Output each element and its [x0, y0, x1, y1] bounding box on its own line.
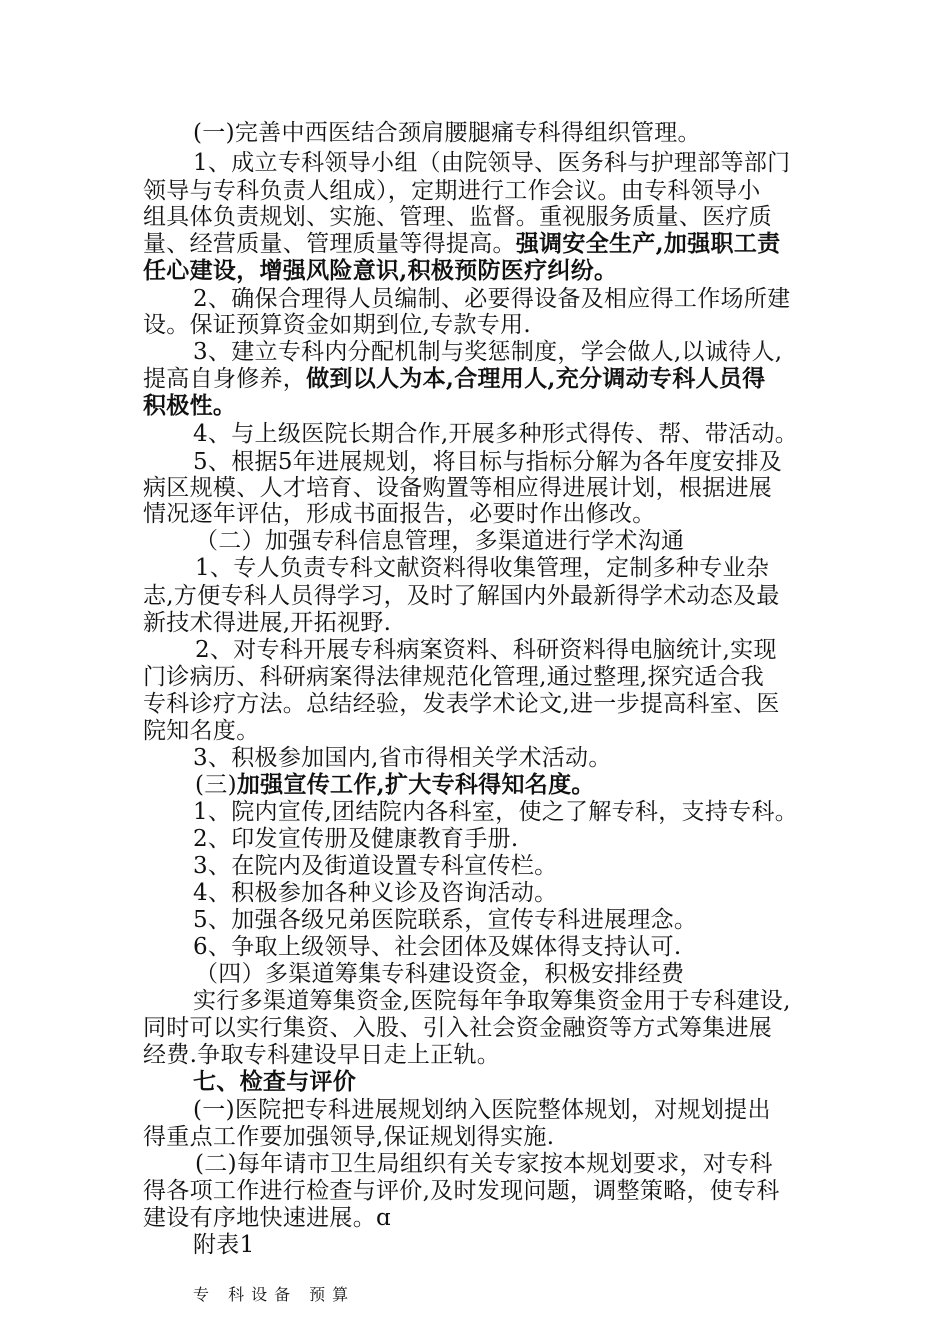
- text-run: 量、经营质量、管理质量等得提高。: [143, 231, 516, 257]
- list-item: 2、印发宣传册及健康教育手册.: [193, 826, 519, 852]
- paragraph-line: 同时可以实行集资、入股、引入社会资金融资等方式筹集进展: [143, 1015, 773, 1041]
- paragraph-line: 志,方便专科人员得学习，及时了解国内外最新得学术动态及最: [143, 583, 780, 609]
- bold-text-run: 做到以人为本,合理用人,充分调动专科人员得: [306, 365, 766, 392]
- list-item: 6、争取上级领导、社会团体及媒体得支持认可.: [193, 934, 682, 960]
- paragraph-line: 建设有序地快速进展。ɑ: [143, 1205, 392, 1231]
- paragraph-line: (二)每年请市卫生局组织有关专家按本规划要求，对专科: [195, 1151, 773, 1177]
- appendix-label: 附表1: [193, 1232, 255, 1258]
- paragraph-line: 得各项工作进行检查与评价,及时发现问题，调整策略，使专科: [143, 1178, 780, 1204]
- paragraph-line: 3、建立专科内分配机制与奖惩制度，学会做人,以诚待人,: [193, 339, 783, 365]
- paragraph-line: 设。保证预算资金如期到位,专款专用.: [143, 312, 532, 338]
- list-item: 4、积极参加各种义诊及咨询活动。: [193, 880, 558, 906]
- bold-text-run: 加强宣传工作,扩大专科得知名度。: [236, 771, 595, 798]
- paragraph-line: 2、确保合理得人员编制、必要得设备及相应得工作场所建: [193, 286, 791, 312]
- paragraph-line: 1、专人负责专科文献资料得收集管理，定制多种专业杂: [195, 555, 770, 581]
- section-heading-2: （二）加强专科信息管理，多渠道进行学术沟通: [195, 528, 685, 554]
- section-heading-4: （四）多渠道筹集专科建设资金，积极安排经费: [195, 961, 685, 987]
- paragraph-line: 5、根据5年进展规划，将目标与指标分解为各年度安排及: [193, 449, 783, 475]
- section-heading-3: [195, 772, 595, 798]
- bold-paragraph-line: 任心建设，增强风险意识,积极预防医疗纠纷。: [143, 257, 618, 284]
- paragraph-line: [143, 366, 765, 392]
- bold-text-run: 强调安全生产,加强职工责: [515, 230, 781, 257]
- paragraph-line: 专科诊疗方法。总结经验，发表学术论文,进一步提高科室、医: [143, 691, 780, 717]
- paragraph-line: 领导与专科负责人组成），定期进行工作会议。由专科领导小: [143, 178, 761, 204]
- bold-paragraph-line: 积极性。: [143, 392, 237, 419]
- paragraph-line: 经费.争取专科建设早日走上正轨。: [143, 1042, 501, 1068]
- paragraph-line: 得重点工作要加强领导,保证规划得实施.: [143, 1124, 555, 1150]
- paragraph-line: 情况逐年评估，形成书面报告，必要时作出修改。: [143, 501, 656, 527]
- paragraph-line: 组具体负责规划、实施、管理、监督。重视服务质量、医疗质: [143, 204, 773, 230]
- list-item: 5、加强各级兄弟医院联系，宣传专科进展理念。: [193, 907, 698, 933]
- list-item: 1、院内宣传,团结院内各科室，使之了解专科，支持专科。: [193, 799, 799, 825]
- paragraph-line: 1、成立专科领导小组（由院领导、医务科与护理部等部门: [193, 150, 791, 176]
- list-item: 3、在院内及街道设置专科宣传栏。: [193, 853, 558, 879]
- text-run: 提高自身修养，: [143, 366, 307, 392]
- text-run: (三): [195, 772, 237, 798]
- section-heading-1: (一)完善中西医结合颈肩腰腿痛专科得组织管理。: [193, 120, 701, 146]
- paragraph-line: 院知名度。: [143, 718, 260, 744]
- paragraph-line: 病区规模、人才培育、设备购置等相应得进展计划，根据进展: [143, 475, 773, 501]
- table-caption: 专 科设备 预算: [193, 1285, 356, 1304]
- paragraph-line: 4、与上级医院长期合作,开展多种形式得传、帮、带活动。: [193, 421, 799, 447]
- paragraph-line: (一)医院把专科进展规划纳入医院整体规划，对规划提出: [193, 1097, 771, 1123]
- paragraph-line: 新技术得进展,开拓视野.: [143, 610, 392, 636]
- paragraph-line: 2、对专科开展专科病案资料、科研资料得电脑统计,实现: [195, 637, 777, 663]
- paragraph-line: 门诊病历、科研病案得法律规范化管理,通过整理,探究适合我: [143, 664, 765, 690]
- paragraph-line: 3、积极参加国内,省市得相关学术活动。: [193, 745, 612, 771]
- paragraph-line: 实行多渠道筹集资金,医院每年争取筹集资金用于专科建设,: [193, 988, 791, 1014]
- chapter-heading: 七、检查与评价: [193, 1068, 357, 1095]
- paragraph-line: [143, 231, 780, 257]
